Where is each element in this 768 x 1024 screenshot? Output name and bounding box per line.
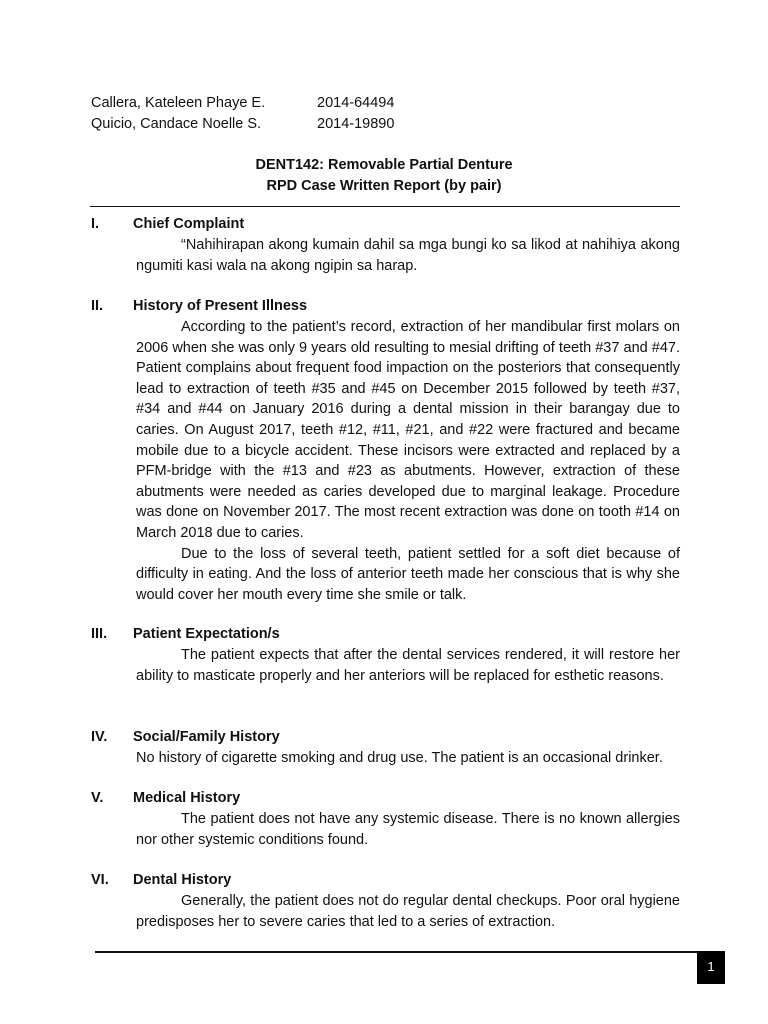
course-title: DENT142: Removable Partial Denture [255,157,513,173]
section-title: Patient Expectation/s [133,626,280,642]
author-list [91,93,394,135]
section-title: Medical History [133,790,241,806]
section-dental-history [91,870,680,932]
section-body [136,891,680,932]
student-number: 2014-64494 [317,95,395,111]
header-divider [90,206,680,207]
page-number: 1 [697,951,725,984]
author-row [91,114,394,135]
section-number: VI. [91,872,109,888]
section-body [136,645,680,686]
paragraph: Due to the loss of several teeth, patient settled for a soft diet because of difficulty in eating. And the loss of anterior teeth made her conscious that is why she would cover her mouth every time she smile or talk. [136,545,680,603]
report-title: RPD Case Written Report (by pair) [266,178,502,194]
section-medical-history [91,788,680,850]
paragraph: According to the patient’s record, extraction of her mandibular first molars on 2006 when she was only 9 years old resulting to mesial drifting of teeth #37 and #47. Patient complains about frequent food impaction on the posteriors that consequently lead to extraction of teeth #35 and #45 on December 2015 followed by teeth #37, #34 and #44 on January 2016 during a dental mission in their barangay due to caries. On August 2017, teeth #12, #11, #21, and #22 were fractured and became mobile due to a bicycle accident. These incisors were extracted and replaced by a PFM-bridge with the #13 and #23 as abutments. However, extraction of these abutments were needed as caries developed due to marginal leakage. Procedure was done on November 2017. The most recent extraction was done on tooth #14 on March 2018 due to caries. [136,319,680,541]
section-number: II. [91,298,104,314]
section-body [136,748,680,769]
section-heading [91,296,680,317]
section-heading [91,788,680,809]
section-patient-expectations [91,624,680,686]
paragraph: Generally, the patient does not do regular dental checkups. Poor oral hygiene predisposes her to severe caries that led to a series of extraction. [136,893,680,930]
section-heading [91,727,680,748]
section-history-present-illness [91,296,680,605]
section-title: History of Present Illness [133,298,308,314]
paragraph: No history of cigarette smoking and drug use. The patient is an occasional drinker. [136,750,663,766]
section-title: Social/Family History [133,729,280,745]
footer-divider [95,951,725,953]
section-title: Dental History [133,872,232,888]
section-chief-complaint [91,214,680,276]
author-row [91,93,394,114]
section-number: III. [91,626,108,642]
section-heading [91,624,680,645]
section-body [136,235,680,276]
section-number: V. [91,790,104,806]
author-name: Quicio, Candace Noelle S. [91,116,262,132]
section-social-family-history [91,727,680,769]
paragraph: “Nahihirapan akong kumain dahil sa mga bungi ko sa likod at nahihiya akong ngumiti kasi wala na akong ngipin sa harap. [136,237,680,274]
section-title: Chief Complaint [133,216,245,232]
student-number: 2014-19890 [317,116,395,132]
paragraph: The patient does not have any systemic disease. There is no known allergies nor other systemic conditions found. [136,811,680,848]
section-number: IV. [91,729,108,745]
section-heading [91,870,680,891]
document-title [0,155,768,197]
author-name: Callera, Kateleen Phaye E. [91,95,266,111]
section-body [136,317,680,605]
section-heading [91,214,680,235]
paragraph: The patient expects that after the dental services rendered, it will restore her ability to masticate properly and her anteriors will be replaced for esthetic reasons. [136,647,680,684]
section-number: I. [91,216,100,232]
section-body [136,809,680,850]
